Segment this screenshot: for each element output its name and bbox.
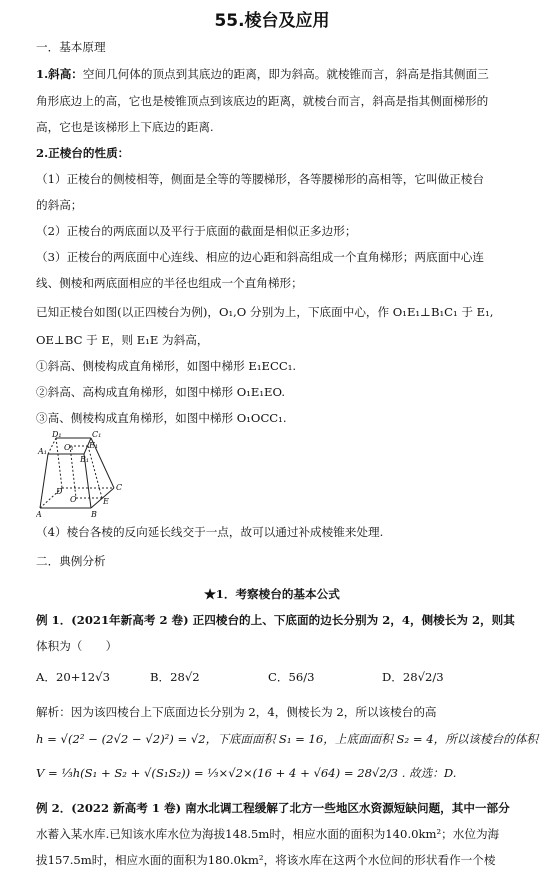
example-2-line-2: 水蓄入某水库.已知该水库水位为海拔148.5m时，相应水面的面积为140.0km²；水位为海 bbox=[36, 827, 500, 841]
fig-label-o1: O₁ bbox=[64, 443, 74, 452]
trapezoid-item-1: ①斜高、侧棱构成直角梯形，如图中梯形 E₁ECC₁. bbox=[36, 359, 297, 373]
frustum-figure bbox=[36, 430, 128, 518]
option-b: B．28√2 bbox=[150, 670, 200, 684]
property-1-line-1: （1）正棱台的侧棱相等，侧面是全等的等腰梯形，各等腰梯形的高相等，它叫做正棱台 bbox=[36, 172, 484, 186]
fig-label-a: A bbox=[36, 510, 42, 518]
fig-label-c1: C₁ bbox=[92, 430, 102, 439]
slant-height-text: 空间几何体的顶点到其底边的距离，即为斜高。就棱锥而言，斜高是指其侧面三 bbox=[82, 67, 489, 81]
fig-label-d: D bbox=[56, 487, 63, 496]
slant-height-paragraph-line-2: 角形底边上的高，它也是棱锥顶点到该底边的距离，就棱台而言，斜高是指其侧面梯形的 bbox=[36, 94, 489, 108]
example-1-line-1: 例 1．(2021年新高考 2 卷) 正四棱台的上、下底面的边长分别为 2，4，侧棱长为 2，则其 bbox=[36, 613, 515, 627]
solution-line-1: 解析：因为该四棱台上下底面边长分别为 2，4，侧棱长为 2，所以该棱台的高 bbox=[36, 705, 437, 719]
fig-label-c: C bbox=[116, 483, 123, 492]
known-line-1: 已知正棱台如图(以正四棱台为例)，O₁,O 分别为上，下底面中心，作 O₁E₁⊥B₁C₁ 于 E₁, bbox=[36, 305, 494, 319]
slant-height-paragraph-line-1 bbox=[36, 66, 489, 82]
property-2: （2）正棱台的两底面以及平行于底面的截面是相似正多边形； bbox=[36, 224, 357, 238]
option-d: D．28√2/3 bbox=[382, 670, 444, 684]
fig-label-d1: D₁ bbox=[52, 430, 62, 439]
page-title: 55.棱台及应用 bbox=[214, 11, 330, 31]
example-2-line-3: 拔157.5m时，相应水面的面积为180.0km²，将该水库在这两个水位间的形状看作一个棱 bbox=[36, 853, 496, 867]
properties-label: 2.正棱台的性质： bbox=[36, 146, 130, 160]
fig-label-a1: A₁ bbox=[38, 447, 47, 456]
property-3-line-1: （3）正棱台的两底面中心连线、相应的边心距和斜高组成一个直角梯形；两底面中心连 bbox=[36, 250, 484, 264]
slant-height-label: 1.斜高： bbox=[36, 67, 83, 81]
example-1-line-2: 体积为（ ） bbox=[36, 639, 118, 653]
option-a: A．20+12√3 bbox=[36, 670, 110, 684]
example-2-line-1: 例 2．(2022 新高考 1 卷) 南水北调工程缓解了北方一些地区水资源短缺问题，其中一部分 bbox=[36, 801, 510, 815]
solution-line-3: V = ⅓h(S₁ + S₂ + √(S₁S₂)) = ⅓×√2×(16 + 4 + √64) = 28√2/3 . 故选：D. bbox=[36, 766, 457, 780]
section-heading-principles: 一．基本原理 bbox=[36, 40, 106, 54]
section-heading-examples: 二．典例分析 bbox=[36, 554, 106, 568]
property-4: （4）棱台各棱的反向延长线交于一点，故可以通过补成棱锥来处理. bbox=[36, 525, 384, 539]
solution-line-2: h = √(2² − (2√2 − √2)²) = √2，下底面面积 S₁ = 16，上底面面积 S₂ = 4，所以该棱台的体积 bbox=[36, 732, 538, 746]
trapezoid-item-3: ③高、侧棱构成直角梯形，如图中梯形 O₁OCC₁. bbox=[36, 411, 287, 425]
fig-label-e1: E₁ bbox=[89, 441, 99, 450]
property-3-line-2: 线、侧棱和两底面相应的半径也组成一个直角梯形； bbox=[36, 276, 303, 290]
fig-label-b1: B₁ bbox=[80, 455, 90, 464]
fig-label-b: B bbox=[91, 510, 97, 518]
example-subheading: ★1．考察棱台的基本公式 bbox=[204, 587, 340, 601]
trapezoid-item-2: ②斜高、高构成直角梯形，如图中梯形 O₁E₁EO. bbox=[36, 385, 286, 399]
property-1-line-2: 的斜高； bbox=[36, 198, 83, 212]
slant-height-paragraph-line-3: 高，它也是该梯形上下底边的距离. bbox=[36, 120, 214, 134]
known-line-2: OE⊥BC 于 E，则 E₁E 为斜高， bbox=[36, 333, 209, 347]
option-c: C．56/3 bbox=[268, 670, 315, 684]
fig-label-e: E bbox=[103, 497, 109, 506]
fig-label-o: O bbox=[70, 495, 77, 504]
